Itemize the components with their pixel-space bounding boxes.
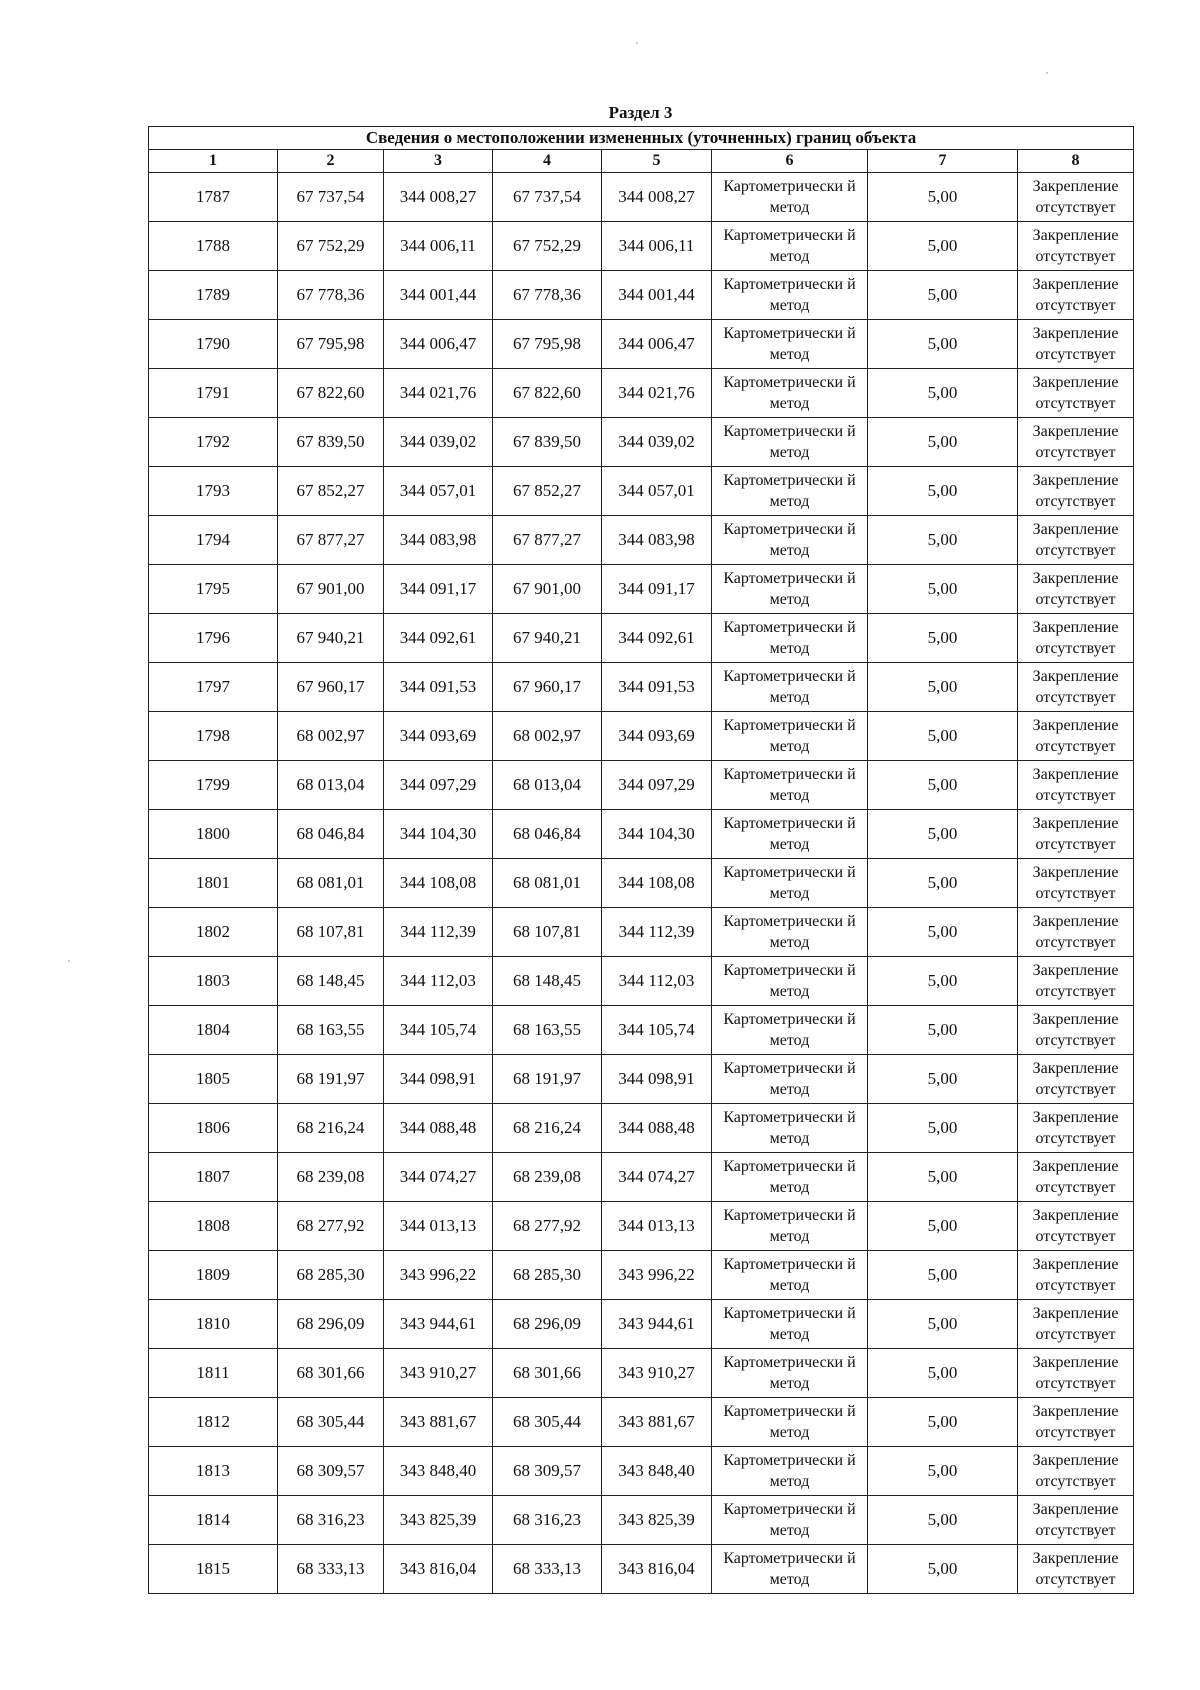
existing-y-cell: 344 105,74 <box>384 1006 493 1055</box>
refined-y-cell: 344 039,02 <box>602 418 712 467</box>
refined-x-cell: 68 305,44 <box>493 1398 602 1447</box>
point-number-cell: 1795 <box>149 565 278 614</box>
point-number-cell: 1799 <box>149 761 278 810</box>
existing-y-cell: 344 104,30 <box>384 810 493 859</box>
method-cell: Картометрически й метод <box>712 516 868 565</box>
existing-y-cell: 344 001,44 <box>384 271 493 320</box>
point-number-cell: 1804 <box>149 1006 278 1055</box>
existing-x-cell: 67 852,27 <box>278 467 384 516</box>
existing-x-cell: 68 013,04 <box>278 761 384 810</box>
refined-x-cell: 68 296,09 <box>493 1300 602 1349</box>
scan-speck <box>1046 72 1048 74</box>
refined-x-cell: 67 960,17 <box>493 663 602 712</box>
existing-x-cell: 68 333,13 <box>278 1545 384 1594</box>
accuracy-cell: 5,00 <box>868 1055 1018 1104</box>
fixation-cell: Закрепление отсутствует <box>1018 1251 1134 1300</box>
existing-x-cell: 67 752,29 <box>278 222 384 271</box>
refined-y-cell: 344 091,53 <box>602 663 712 712</box>
table-row <box>149 810 1134 859</box>
existing-x-cell: 68 107,81 <box>278 908 384 957</box>
method-cell: Картометрически й метод <box>712 1447 868 1496</box>
refined-x-cell: 68 333,13 <box>493 1545 602 1594</box>
point-number-cell: 1792 <box>149 418 278 467</box>
refined-y-cell: 344 001,44 <box>602 271 712 320</box>
fixation-cell: Закрепление отсутствует <box>1018 614 1134 663</box>
refined-y-cell: 344 006,47 <box>602 320 712 369</box>
section-title: Раздел 3 <box>608 103 673 122</box>
existing-y-cell: 344 083,98 <box>384 516 493 565</box>
accuracy-cell: 5,00 <box>868 565 1018 614</box>
existing-y-cell: 343 944,61 <box>384 1300 493 1349</box>
refined-x-cell: 68 277,92 <box>493 1202 602 1251</box>
existing-y-cell: 344 008,27 <box>384 173 493 222</box>
existing-y-cell: 344 088,48 <box>384 1104 493 1153</box>
method-cell: Картометрически й метод <box>712 859 868 908</box>
existing-y-cell: 344 057,01 <box>384 467 493 516</box>
fixation-cell: Закрепление отсутствует <box>1018 320 1134 369</box>
fixation-cell: Закрепление отсутствует <box>1018 663 1134 712</box>
refined-y-cell: 343 910,27 <box>602 1349 712 1398</box>
point-number-cell: 1807 <box>149 1153 278 1202</box>
method-cell: Картометрически й метод <box>712 1496 868 1545</box>
existing-x-cell: 67 940,21 <box>278 614 384 663</box>
accuracy-cell: 5,00 <box>868 1496 1018 1545</box>
accuracy-cell: 5,00 <box>868 761 1018 810</box>
refined-x-cell: 67 752,29 <box>493 222 602 271</box>
refined-x-cell: 68 081,01 <box>493 859 602 908</box>
refined-y-cell: 344 091,17 <box>602 565 712 614</box>
fixation-cell: Закрепление отсутствует <box>1018 1202 1134 1251</box>
scan-speck <box>68 960 70 962</box>
existing-x-cell: 68 316,23 <box>278 1496 384 1545</box>
table-row <box>149 1104 1134 1153</box>
existing-y-cell: 343 996,22 <box>384 1251 493 1300</box>
existing-y-cell: 344 074,27 <box>384 1153 493 1202</box>
scan-speck <box>636 42 638 44</box>
method-cell: Картометрически й метод <box>712 467 868 516</box>
refined-x-cell: 68 046,84 <box>493 810 602 859</box>
existing-x-cell: 67 877,27 <box>278 516 384 565</box>
refined-y-cell: 344 092,61 <box>602 614 712 663</box>
refined-x-cell: 67 877,27 <box>493 516 602 565</box>
column-header: 2 <box>278 150 384 173</box>
table-row <box>149 908 1134 957</box>
method-cell: Картометрически й метод <box>712 1398 868 1447</box>
column-header: 4 <box>493 150 602 173</box>
column-header: 6 <box>712 150 868 173</box>
table-row <box>149 1251 1134 1300</box>
accuracy-cell: 5,00 <box>868 467 1018 516</box>
fixation-cell: Закрепление отсутствует <box>1018 1398 1134 1447</box>
table-caption: Сведения о местоположении измененных (уточненных) границ объекта <box>149 127 1134 150</box>
refined-x-cell: 67 737,54 <box>493 173 602 222</box>
existing-y-cell: 343 881,67 <box>384 1398 493 1447</box>
table-row <box>149 859 1134 908</box>
table-row <box>149 1300 1134 1349</box>
fixation-cell: Закрепление отсутствует <box>1018 1300 1134 1349</box>
table-row <box>149 565 1134 614</box>
point-number-cell: 1788 <box>149 222 278 271</box>
point-number-cell: 1787 <box>149 173 278 222</box>
accuracy-cell: 5,00 <box>868 614 1018 663</box>
refined-y-cell: 344 108,08 <box>602 859 712 908</box>
existing-x-cell: 68 305,44 <box>278 1398 384 1447</box>
table-row <box>149 712 1134 761</box>
table-body <box>149 173 1134 1594</box>
refined-y-cell: 344 088,48 <box>602 1104 712 1153</box>
accuracy-cell: 5,00 <box>868 320 1018 369</box>
existing-x-cell: 67 822,60 <box>278 369 384 418</box>
table-row <box>149 1398 1134 1447</box>
column-header: 3 <box>384 150 493 173</box>
boundary-coordinates-table <box>148 126 1134 1594</box>
existing-x-cell: 68 081,01 <box>278 859 384 908</box>
existing-x-cell: 68 002,97 <box>278 712 384 761</box>
method-cell: Картометрически й метод <box>712 1251 868 1300</box>
method-cell: Картометрически й метод <box>712 1545 868 1594</box>
existing-y-cell: 344 091,53 <box>384 663 493 712</box>
refined-x-cell: 67 795,98 <box>493 320 602 369</box>
point-number-cell: 1790 <box>149 320 278 369</box>
existing-x-cell: 68 191,97 <box>278 1055 384 1104</box>
table-row <box>149 1202 1134 1251</box>
existing-x-cell: 68 163,55 <box>278 1006 384 1055</box>
accuracy-cell: 5,00 <box>868 1349 1018 1398</box>
existing-x-cell: 67 737,54 <box>278 173 384 222</box>
refined-y-cell: 344 083,98 <box>602 516 712 565</box>
refined-x-cell: 68 316,23 <box>493 1496 602 1545</box>
refined-y-cell: 343 825,39 <box>602 1496 712 1545</box>
table-row <box>149 614 1134 663</box>
table-row <box>149 467 1134 516</box>
refined-x-cell: 68 002,97 <box>493 712 602 761</box>
accuracy-cell: 5,00 <box>868 1153 1018 1202</box>
table-row <box>149 1496 1134 1545</box>
existing-y-cell: 343 825,39 <box>384 1496 493 1545</box>
refined-y-cell: 343 816,04 <box>602 1545 712 1594</box>
column-header: 1 <box>149 150 278 173</box>
accuracy-cell: 5,00 <box>868 810 1018 859</box>
existing-x-cell: 68 309,57 <box>278 1447 384 1496</box>
existing-x-cell: 68 285,30 <box>278 1251 384 1300</box>
table-row <box>149 1447 1134 1496</box>
table-row <box>149 1349 1134 1398</box>
existing-x-cell: 68 277,92 <box>278 1202 384 1251</box>
fixation-cell: Закрепление отсутствует <box>1018 271 1134 320</box>
method-cell: Картометрически й метод <box>712 810 868 859</box>
refined-y-cell: 344 074,27 <box>602 1153 712 1202</box>
refined-x-cell: 68 239,08 <box>493 1153 602 1202</box>
existing-x-cell: 68 148,45 <box>278 957 384 1006</box>
refined-x-cell: 67 839,50 <box>493 418 602 467</box>
existing-x-cell: 67 778,36 <box>278 271 384 320</box>
fixation-cell: Закрепление отсутствует <box>1018 467 1134 516</box>
accuracy-cell: 5,00 <box>868 957 1018 1006</box>
existing-y-cell: 344 097,29 <box>384 761 493 810</box>
refined-y-cell: 344 057,01 <box>602 467 712 516</box>
existing-y-cell: 344 006,47 <box>384 320 493 369</box>
point-number-cell: 1803 <box>149 957 278 1006</box>
point-number-cell: 1812 <box>149 1398 278 1447</box>
existing-y-cell: 344 013,13 <box>384 1202 493 1251</box>
point-number-cell: 1811 <box>149 1349 278 1398</box>
method-cell: Картометрически й метод <box>712 761 868 810</box>
refined-y-cell: 344 105,74 <box>602 1006 712 1055</box>
point-number-cell: 1802 <box>149 908 278 957</box>
fixation-cell: Закрепление отсутствует <box>1018 1006 1134 1055</box>
existing-y-cell: 344 092,61 <box>384 614 493 663</box>
existing-y-cell: 344 006,11 <box>384 222 493 271</box>
point-number-cell: 1800 <box>149 810 278 859</box>
point-number-cell: 1810 <box>149 1300 278 1349</box>
fixation-cell: Закрепление отсутствует <box>1018 1496 1134 1545</box>
method-cell: Картометрически й метод <box>712 1349 868 1398</box>
refined-y-cell: 344 021,76 <box>602 369 712 418</box>
refined-x-cell: 67 822,60 <box>493 369 602 418</box>
table-row <box>149 418 1134 467</box>
table-row <box>149 1545 1134 1594</box>
method-cell: Картометрически й метод <box>712 1153 868 1202</box>
fixation-cell: Закрепление отсутствует <box>1018 859 1134 908</box>
fixation-cell: Закрепление отсутствует <box>1018 761 1134 810</box>
column-header: 5 <box>602 150 712 173</box>
refined-x-cell: 67 901,00 <box>493 565 602 614</box>
method-cell: Картометрически й метод <box>712 1006 868 1055</box>
existing-y-cell: 344 112,39 <box>384 908 493 957</box>
table-row <box>149 1006 1134 1055</box>
fixation-cell: Закрепление отсутствует <box>1018 222 1134 271</box>
existing-y-cell: 344 093,69 <box>384 712 493 761</box>
method-cell: Картометрически й метод <box>712 222 868 271</box>
point-number-cell: 1794 <box>149 516 278 565</box>
fixation-cell: Закрепление отсутствует <box>1018 810 1134 859</box>
table-row <box>149 173 1134 222</box>
table-row <box>149 320 1134 369</box>
point-number-cell: 1793 <box>149 467 278 516</box>
refined-x-cell: 68 191,97 <box>493 1055 602 1104</box>
accuracy-cell: 5,00 <box>868 1251 1018 1300</box>
refined-y-cell: 344 093,69 <box>602 712 712 761</box>
accuracy-cell: 5,00 <box>868 1545 1018 1594</box>
fixation-cell: Закрепление отсутствует <box>1018 908 1134 957</box>
column-header: 8 <box>1018 150 1134 173</box>
refined-y-cell: 344 097,29 <box>602 761 712 810</box>
fixation-cell: Закрепление отсутствует <box>1018 1055 1134 1104</box>
refined-x-cell: 68 309,57 <box>493 1447 602 1496</box>
existing-x-cell: 68 046,84 <box>278 810 384 859</box>
refined-y-cell: 344 104,30 <box>602 810 712 859</box>
refined-x-cell: 68 107,81 <box>493 908 602 957</box>
refined-x-cell: 68 301,66 <box>493 1349 602 1398</box>
existing-y-cell: 344 108,08 <box>384 859 493 908</box>
point-number-cell: 1789 <box>149 271 278 320</box>
existing-x-cell: 67 839,50 <box>278 418 384 467</box>
method-cell: Картометрически й метод <box>712 320 868 369</box>
point-number-cell: 1797 <box>149 663 278 712</box>
accuracy-cell: 5,00 <box>868 1398 1018 1447</box>
accuracy-cell: 5,00 <box>868 859 1018 908</box>
point-number-cell: 1814 <box>149 1496 278 1545</box>
existing-y-cell: 344 091,17 <box>384 565 493 614</box>
method-cell: Картометрически й метод <box>712 957 868 1006</box>
refined-y-cell: 343 944,61 <box>602 1300 712 1349</box>
fixation-cell: Закрепление отсутствует <box>1018 1349 1134 1398</box>
refined-y-cell: 344 112,39 <box>602 908 712 957</box>
accuracy-cell: 5,00 <box>868 663 1018 712</box>
accuracy-cell: 5,00 <box>868 271 1018 320</box>
method-cell: Картометрически й метод <box>712 614 868 663</box>
refined-x-cell: 68 285,30 <box>493 1251 602 1300</box>
existing-x-cell: 68 301,66 <box>278 1349 384 1398</box>
refined-y-cell: 344 098,91 <box>602 1055 712 1104</box>
fixation-cell: Закрепление отсутствует <box>1018 565 1134 614</box>
existing-x-cell: 68 296,09 <box>278 1300 384 1349</box>
fixation-cell: Закрепление отсутствует <box>1018 1447 1134 1496</box>
method-cell: Картометрически й метод <box>712 663 868 712</box>
point-number-cell: 1791 <box>149 369 278 418</box>
accuracy-cell: 5,00 <box>868 418 1018 467</box>
existing-x-cell: 67 795,98 <box>278 320 384 369</box>
refined-y-cell: 344 013,13 <box>602 1202 712 1251</box>
method-cell: Картометрически й метод <box>712 908 868 957</box>
point-number-cell: 1813 <box>149 1447 278 1496</box>
point-number-cell: 1806 <box>149 1104 278 1153</box>
accuracy-cell: 5,00 <box>868 1202 1018 1251</box>
method-cell: Картометрически й метод <box>712 1055 868 1104</box>
point-number-cell: 1796 <box>149 614 278 663</box>
method-cell: Картометрически й метод <box>712 173 868 222</box>
refined-x-cell: 68 163,55 <box>493 1006 602 1055</box>
accuracy-cell: 5,00 <box>868 1006 1018 1055</box>
accuracy-cell: 5,00 <box>868 516 1018 565</box>
fixation-cell: Закрепление отсутствует <box>1018 1153 1134 1202</box>
existing-y-cell: 344 021,76 <box>384 369 493 418</box>
existing-y-cell: 343 816,04 <box>384 1545 493 1594</box>
method-cell: Картометрически й метод <box>712 712 868 761</box>
table-row <box>149 1055 1134 1104</box>
refined-x-cell: 68 148,45 <box>493 957 602 1006</box>
fixation-cell: Закрепление отсутствует <box>1018 516 1134 565</box>
accuracy-cell: 5,00 <box>868 222 1018 271</box>
refined-y-cell: 343 881,67 <box>602 1398 712 1447</box>
table-caption-row <box>149 127 1134 150</box>
refined-x-cell: 67 940,21 <box>493 614 602 663</box>
point-number-cell: 1808 <box>149 1202 278 1251</box>
accuracy-cell: 5,00 <box>868 1300 1018 1349</box>
table-row <box>149 663 1134 712</box>
fixation-cell: Закрепление отсутствует <box>1018 1104 1134 1153</box>
fixation-cell: Закрепление отсутствует <box>1018 173 1134 222</box>
existing-y-cell: 344 098,91 <box>384 1055 493 1104</box>
fixation-cell: Закрепление отсутствует <box>1018 369 1134 418</box>
point-number-cell: 1801 <box>149 859 278 908</box>
accuracy-cell: 5,00 <box>868 1104 1018 1153</box>
existing-x-cell: 67 901,00 <box>278 565 384 614</box>
table-row <box>149 761 1134 810</box>
existing-y-cell: 344 112,03 <box>384 957 493 1006</box>
method-cell: Картометрически й метод <box>712 418 868 467</box>
existing-x-cell: 68 239,08 <box>278 1153 384 1202</box>
table-row <box>149 1153 1134 1202</box>
refined-y-cell: 343 848,40 <box>602 1447 712 1496</box>
refined-y-cell: 344 008,27 <box>602 173 712 222</box>
table-row <box>149 222 1134 271</box>
refined-x-cell: 68 216,24 <box>493 1104 602 1153</box>
refined-y-cell: 344 112,03 <box>602 957 712 1006</box>
refined-x-cell: 67 778,36 <box>493 271 602 320</box>
existing-y-cell: 344 039,02 <box>384 418 493 467</box>
existing-x-cell: 68 216,24 <box>278 1104 384 1153</box>
accuracy-cell: 5,00 <box>868 908 1018 957</box>
table-row <box>149 369 1134 418</box>
accuracy-cell: 5,00 <box>868 369 1018 418</box>
table-row <box>149 957 1134 1006</box>
fixation-cell: Закрепление отсутствует <box>1018 957 1134 1006</box>
refined-y-cell: 343 996,22 <box>602 1251 712 1300</box>
method-cell: Картометрически й метод <box>712 1202 868 1251</box>
fixation-cell: Закрепление отсутствует <box>1018 1545 1134 1594</box>
existing-y-cell: 343 910,27 <box>384 1349 493 1398</box>
method-cell: Картометрически й метод <box>712 1104 868 1153</box>
table-row <box>149 516 1134 565</box>
fixation-cell: Закрепление отсутствует <box>1018 418 1134 467</box>
accuracy-cell: 5,00 <box>868 173 1018 222</box>
accuracy-cell: 5,00 <box>868 712 1018 761</box>
existing-x-cell: 67 960,17 <box>278 663 384 712</box>
accuracy-cell: 5,00 <box>868 1447 1018 1496</box>
point-number-cell: 1815 <box>149 1545 278 1594</box>
point-number-cell: 1805 <box>149 1055 278 1104</box>
fixation-cell: Закрепление отсутствует <box>1018 712 1134 761</box>
refined-x-cell: 67 852,27 <box>493 467 602 516</box>
refined-y-cell: 344 006,11 <box>602 222 712 271</box>
column-header: 7 <box>868 150 1018 173</box>
point-number-cell: 1809 <box>149 1251 278 1300</box>
method-cell: Картометрически й метод <box>712 1300 868 1349</box>
table-row <box>149 271 1134 320</box>
column-number-row <box>149 150 1134 173</box>
method-cell: Картометрически й метод <box>712 369 868 418</box>
method-cell: Картометрически й метод <box>712 565 868 614</box>
refined-x-cell: 68 013,04 <box>493 761 602 810</box>
point-number-cell: 1798 <box>149 712 278 761</box>
method-cell: Картометрически й метод <box>712 271 868 320</box>
existing-y-cell: 343 848,40 <box>384 1447 493 1496</box>
